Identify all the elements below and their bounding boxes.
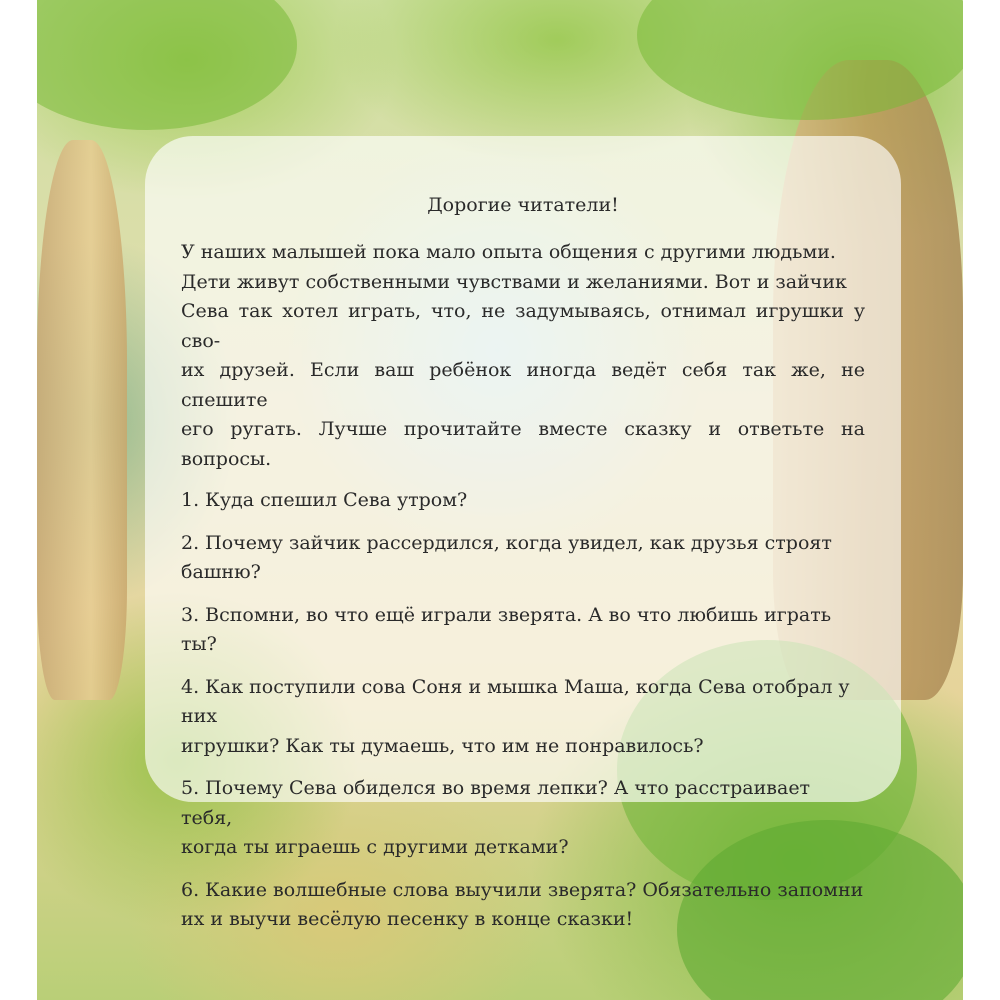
intro-line: Дети живут собственными чувствами и желаниями. Вот и зайчик	[181, 270, 847, 293]
foliage	[37, 0, 297, 130]
intro-line: Сева так хотел играть, что, не задумываясь, отнимал игрушки у сво-	[181, 300, 865, 352]
intro-line: его ругать. Лучше прочитайте вместе сказку и ответьте на вопросы.	[181, 418, 865, 470]
question-3	[181, 601, 865, 660]
question-6	[181, 876, 865, 935]
tree-trunk-left	[37, 140, 127, 700]
heading: Дорогие читатели!	[427, 194, 619, 216]
question-line: 3. Вспомни, во что ещё играли зверята. А во что любишь играть ты?	[181, 603, 832, 655]
question-5	[181, 774, 865, 863]
question-1	[181, 486, 865, 516]
question-line: когда ты играешь с другими детками?	[181, 836, 569, 858]
question-line: 5. Почему Сева обиделся во время лепки? А что расстраивает тебя,	[181, 777, 811, 829]
question-4	[181, 673, 865, 762]
intro-paragraph	[181, 238, 865, 474]
intro-line: их друзей. Если ваш ребёнок иногда ведёт себя так же, не спешите	[181, 359, 865, 411]
question-line: игрушки? Как ты думаешь, что им не понравилось?	[181, 734, 704, 757]
page-illustration	[37, 0, 963, 1000]
question-line: 2. Почему зайчик рассердился, когда увидел, как друзья строят башню?	[181, 531, 832, 583]
question-line: 4. Как поступили сова Соня и мышка Маша, когда Сева отобрал у них	[181, 675, 850, 727]
question-line: 6. Какие волшебные слова выучили зверята? Обязательно запомни	[181, 878, 864, 901]
question-line: их и выучи весёлую песенку в конце сказки!	[181, 908, 634, 930]
text-panel	[145, 136, 901, 930]
intro-line: У наших малышей пока мало опыта общения с другими людьми.	[181, 241, 836, 263]
question-2	[181, 529, 865, 588]
question-line: 1. Куда спешил Сева утром?	[181, 489, 468, 511]
